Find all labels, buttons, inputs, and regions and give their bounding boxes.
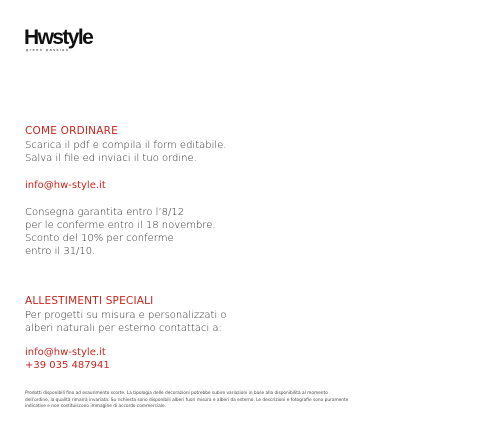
- ordering-title: COME ORDINARE: [25, 125, 118, 137]
- ordering-line-2: Salva il file ed inviaci il tuo ordine.: [25, 153, 197, 164]
- footnote-line-2: dell’ordine, la qualità rimarrà invariata. Su richiesta sono disponibili alberi fuori misura e alberi da esterno. Le descrizioni e fotografie sono puramente: [25, 397, 349, 403]
- ordering-instructions: [25, 139, 227, 165]
- ordering-email-link[interactable]: info@hw-style.it: [25, 180, 106, 191]
- disclaimer-footnote: [25, 391, 465, 411]
- brand-logo: [24, 28, 100, 53]
- delivery-line-4: entro il 31/10.: [25, 246, 96, 257]
- special-line-1: Per progetti su misura e personalizzati o: [25, 310, 227, 321]
- footnote-line-1: Prodotti disponibili fino ad esaurimento scorte. La tipologia delle decorazioni potrebbe subire variazioni in base alla disponibilità al momento: [25, 391, 328, 396]
- delivery-line-3: Sconto del 10% per conferme: [25, 233, 174, 244]
- brand-tagline: green passion: [26, 48, 70, 52]
- special-phone-link[interactable]: +39 035 487941: [25, 360, 110, 371]
- special-email-link[interactable]: info@hw-style.it: [25, 347, 106, 358]
- brand-name: Hwstyle: [24, 26, 93, 49]
- ordering-line-1: Scarica il pdf e compila il form editabile.: [25, 140, 227, 151]
- delivery-line-1: Consegna garantita entro l’8/12: [25, 207, 185, 218]
- delivery-info: [25, 206, 216, 258]
- delivery-line-2: per le conferme entro il 18 novembre.: [25, 220, 216, 231]
- special-line-2: alberi naturali per esterno contattaci a:: [25, 323, 222, 334]
- special-description: [25, 309, 227, 335]
- footnote-line-3: indicative e non costituiscono immagine di accordo commerciale.: [25, 404, 166, 409]
- special-title: ALLESTIMENTI SPECIALI: [25, 295, 154, 307]
